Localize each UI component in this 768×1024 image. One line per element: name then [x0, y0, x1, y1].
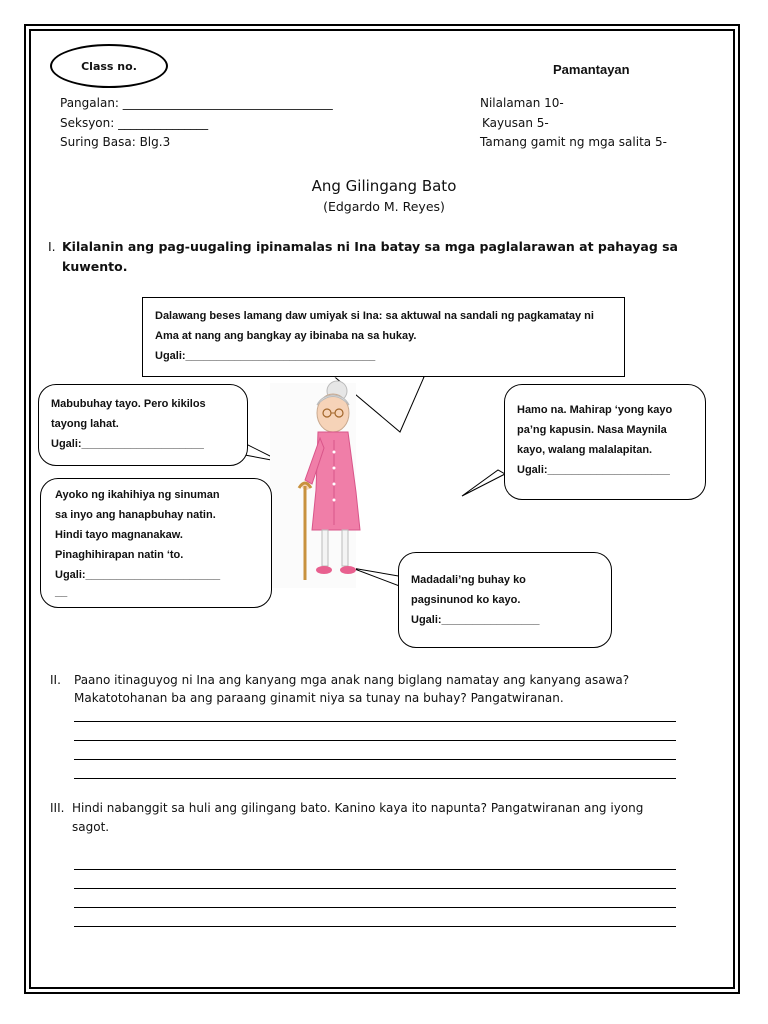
pamantayan-label: Pamantayan: [553, 62, 630, 77]
bubble-line: Ugali:_______________________________: [155, 350, 376, 362]
bubble-line: Ayoko ng ikahihiya ng sinuman: [55, 489, 220, 501]
quote-bubble-2: [38, 384, 248, 466]
nilalaman-criterion: Nilalaman 10-: [480, 96, 564, 110]
part2-number: II.: [50, 673, 61, 687]
bubble-line: Ama at nang ang bangkay ay ibinaba na sa hukay.: [155, 330, 417, 342]
part3-question-line1: Hindi nabanggit sa huli ang gilingang bato. Kanino kaya ito napunta? Pangatwiranan ang iyong: [72, 801, 644, 815]
bubble-line: Ugali:______________________: [55, 569, 221, 581]
bubble-line: Ugali:____________________: [517, 464, 670, 476]
story-author: (Edgardo M. Reyes): [323, 199, 445, 214]
part1-instruction-line2: kuwento.: [62, 259, 128, 274]
answer-line[interactable]: [74, 740, 676, 741]
bubble-line: Pinaghihirapan natin ‘to.: [55, 549, 184, 561]
bubble-line: Ugali:____________________: [51, 438, 204, 450]
part2-question-line1: Paano itinaguyog ni Ina ang kanyang mga anak nang biglang namatay ang kanyang asawa?: [74, 673, 630, 687]
story-title: Ang Gilingang Bato: [311, 177, 457, 195]
answer-line[interactable]: [74, 926, 676, 927]
part1-instruction-line1: Kilalanin ang pag-uugaling ipinamalas ni Ina batay sa mga paglalarawan at pahayag sa: [62, 239, 678, 254]
bubble-line: __: [55, 586, 68, 598]
seksyon-field: Seksyon: _______________: [60, 116, 209, 130]
bubble-line: Madadali’ng buhay ko: [411, 574, 526, 586]
part1-number: I.: [48, 239, 56, 254]
kayusan-criterion: Kayusan 5-: [482, 116, 549, 130]
grandma-illustration: [270, 381, 360, 588]
part2-question-line2: Makatotohanan ba ang paraang ginamit niya sa tunay na buhay? Pangatwiranan.: [74, 691, 564, 705]
bubble-line: kayo, walang malalapitan.: [517, 444, 653, 456]
suring-basa-label: Suring Basa: Blg.3: [60, 135, 171, 149]
answer-line[interactable]: [74, 888, 676, 889]
bubble-line: Hindi tayo magnanakaw.: [55, 529, 183, 541]
answer-line[interactable]: [74, 721, 676, 722]
quote-bubble-5: [398, 552, 612, 648]
bubble-line: Ugali:________________: [411, 614, 540, 626]
bubble-line: tayong lahat.: [51, 418, 119, 430]
answer-line[interactable]: [74, 759, 676, 760]
quote-bubble-1: [142, 297, 625, 377]
bubble-line: Mabubuhay tayo. Pero kikilos: [51, 398, 206, 410]
answer-line[interactable]: [74, 869, 676, 870]
bubble-line: pagsinunod ko kayo.: [411, 594, 521, 606]
answer-line[interactable]: [74, 778, 676, 779]
bubble-line: sa inyo ang hanapbuhay natin.: [55, 509, 216, 521]
tamang-gamit-criterion: Tamang gamit ng mga salita 5-: [480, 135, 667, 149]
bubble-line: Hamo na. Mahirap ‘yong kayo: [517, 404, 673, 416]
quote-bubble-3: [504, 384, 706, 500]
part3-question-line2: sagot.: [72, 820, 110, 834]
quote-bubble-4: [40, 478, 272, 608]
bubble-line: Dalawang beses lamang daw umiyak si Ina: sa aktuwal na sandali ng pagkamatay ni: [155, 310, 594, 322]
bubble-line: pa’ng kapusin. Nasa Maynila: [517, 424, 667, 436]
answer-line[interactable]: [74, 907, 676, 908]
class-no-label: Class no.: [81, 59, 137, 73]
part3-number: III.: [50, 801, 65, 815]
pangalan-field: Pangalan: ___________________________________: [60, 96, 333, 110]
